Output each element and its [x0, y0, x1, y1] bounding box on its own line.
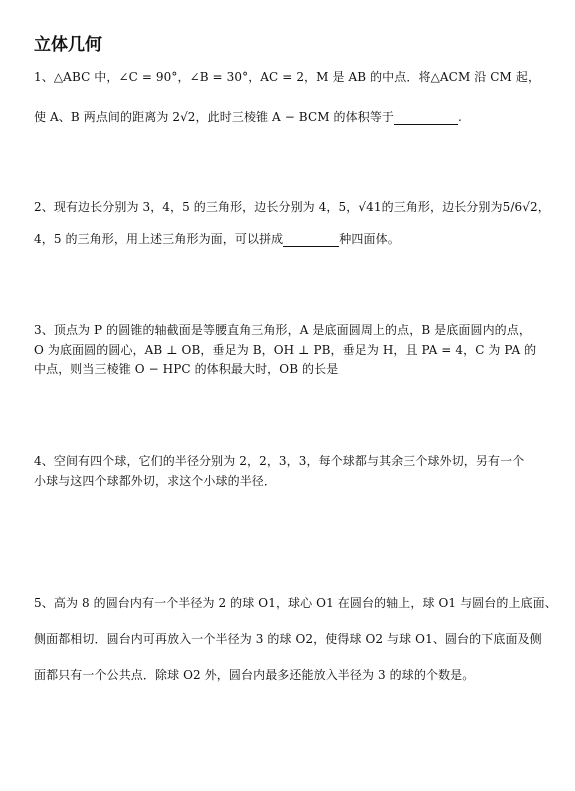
question-3-line-1	[34, 321, 557, 338]
question-2-text-4: 4，5 的三角形，用上述三角形为面，可以拼成	[34, 232, 284, 246]
question-5-line-2	[34, 630, 557, 647]
question-3-text-2: O 为底面圆的圆心，AB ⊥ OB，垂足为 B，OH ⊥ PB，垂足为 H，且 PA = 4，C 为 PA 的	[34, 343, 537, 357]
question-4-text-1: 空间有四个球，它们的半径分别为 2，2，3，3，每个球都与其余三个球外切，另有一个	[53, 454, 525, 468]
question-5-text-1: 高为 8 的圆台内有一个半径为 2 的球 O1，球心 O1 在圆台的轴上，球 O1 与圆台的上底面、	[53, 596, 557, 610]
question-2-number: 2、	[34, 200, 54, 214]
page-title: 立体几何	[34, 35, 102, 55]
question-5-text-2: 侧面都相切．圆台内可再放入一个半径为 3 的球 O2，使得球 O2 与球 O1、圆台的下底面及侧	[34, 632, 542, 646]
question-4-number: 4、	[34, 454, 54, 468]
answer-blank[interactable]	[283, 232, 339, 247]
fraction-5-6: 5/6	[502, 200, 523, 214]
question-5-number: 5、	[34, 596, 54, 610]
question-1-line-1	[34, 68, 557, 85]
question-1-line-2	[34, 108, 557, 125]
question-1-text-1: △ABC 中，∠C = 90°，∠B = 30°，AC = 2，M 是 AB 的中点．将△ACM 沿 CM 起，	[53, 70, 541, 84]
question-3-line-3	[34, 360, 557, 377]
question-1-text-3: .	[458, 110, 462, 124]
question-3-line-2	[34, 341, 557, 358]
question-5-text-3: 面都只有一个公共点．除球 O2 外，圆台内最多还能放入半径为 3 的球的个数是。	[34, 668, 475, 682]
question-3-number: 3、	[34, 323, 54, 337]
question-5-line-3	[34, 666, 557, 683]
answer-blank[interactable]	[394, 110, 458, 125]
question-2-line-2	[34, 230, 557, 247]
question-4-line-1	[34, 452, 557, 469]
question-1-text-2: 使 A、B 两点间的距离为 2√2，此时三棱锥 A − BCM 的体积等于	[34, 110, 395, 124]
question-3-text-3: 中点，则当三棱锥 O − HPC 的体积最大时，OB 的长是	[34, 362, 339, 376]
question-3-text-1: 顶点为 P 的圆锥的轴截面是等腰直角三角形，A 是底面圆周上的点，B 是底面圆内的点，	[53, 323, 531, 337]
question-2-text-3: √2，	[522, 200, 550, 214]
question-2-line-1	[34, 198, 557, 215]
question-4-line-2	[34, 472, 557, 489]
question-1-number: 1、	[34, 70, 54, 84]
question-2-text-2: 的三角形，边长分别为	[381, 200, 503, 214]
question-5-line-1	[34, 594, 557, 611]
question-2-text-1: 现有边长分别为 3，4，5 的三角形，边长分别为 4，5，	[53, 200, 359, 214]
question-2-text-5: 种四面体。	[339, 232, 400, 246]
sqrt-41: √41	[358, 200, 382, 214]
question-4-text-2: 小球与这四个球都外切，求这个小球的半径．	[34, 474, 277, 488]
